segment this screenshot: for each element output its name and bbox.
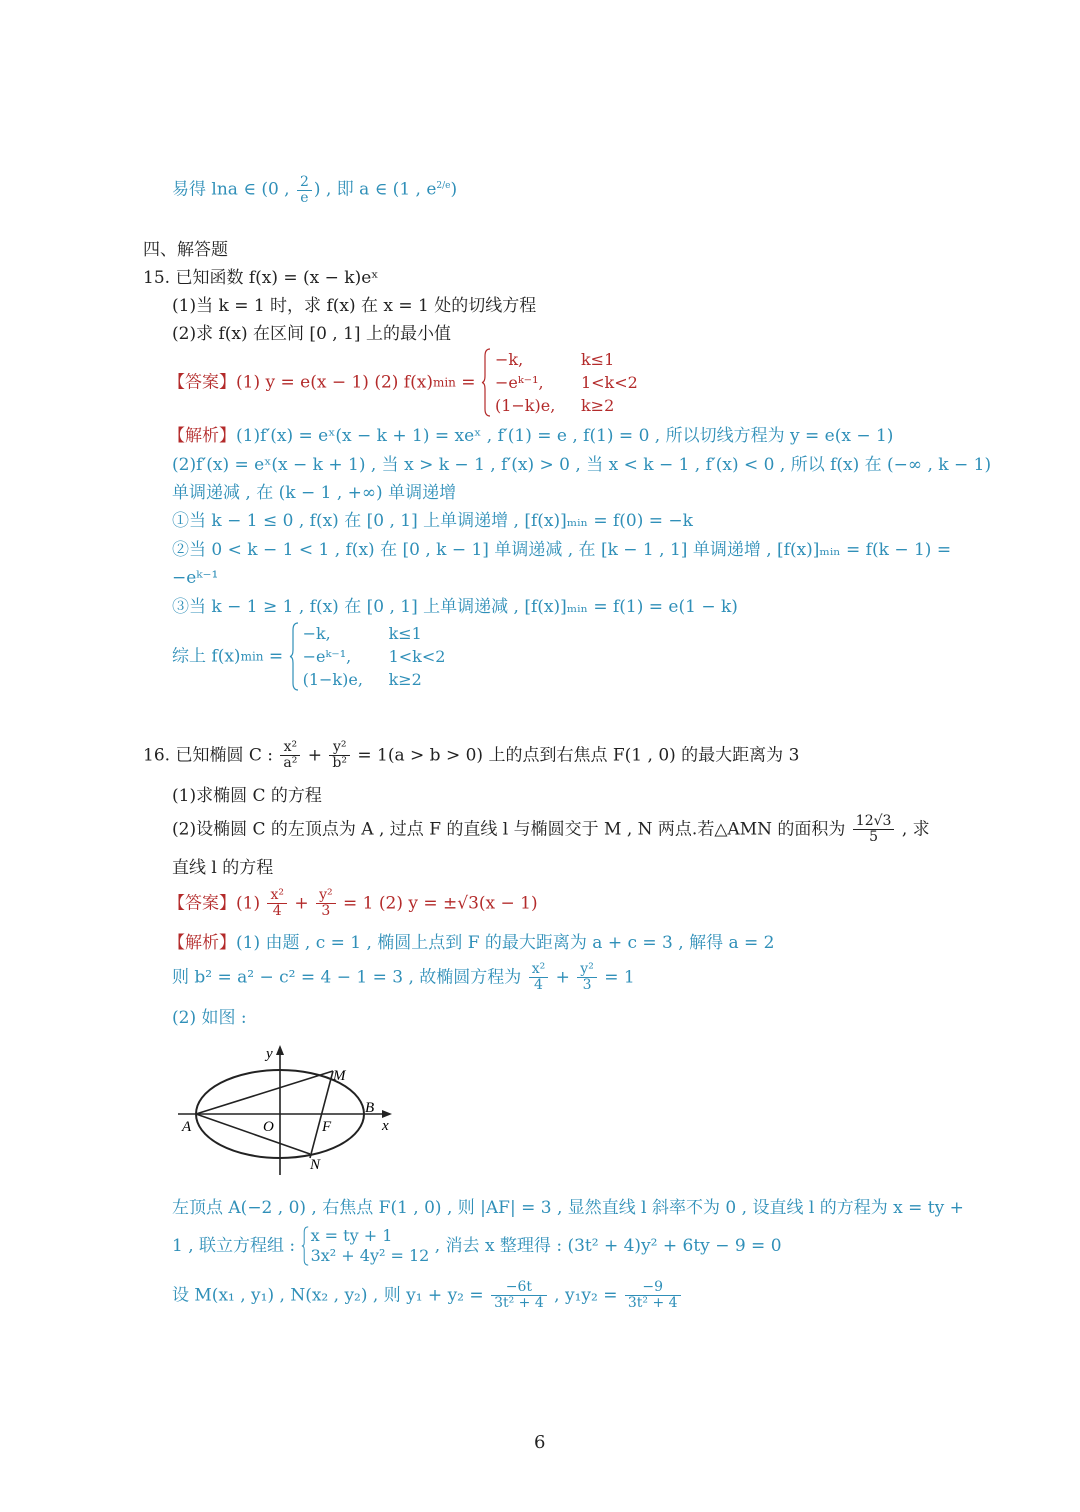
label-F: F: [322, 1119, 332, 1135]
case-row: x = ty + 1: [310, 1226, 393, 1245]
fraction: $\frac{\text{y²}}{3}$: [577, 962, 597, 993]
q15-solution-7: ③当 k − 1 ≥ 1 , f(x) 在 [0 , 1] 上单调递减 , [f(x)]ₘᵢₙ = f(1) = e(1 − k): [172, 597, 738, 617]
fraction: $\frac{\text{x²}}{\text{a²}}$: [280, 740, 300, 771]
q15-solution-3: 单调递减 , 在 (k − 1 , +∞) 单调递增: [172, 483, 457, 503]
prev-text-b: ) , 即 a ∈ (1 , e: [313, 179, 437, 200]
fraction: $\frac{\text{y²}}{\text{b²}}$: [329, 740, 350, 771]
q16-stem: 16. 已知椭圆 C : $\frac{\text{x²}}{\text{a²}}$ + $\frac{\text{y²}}{\text{b²}}$ = 1(a > b > 0) 上的点到右焦点 F(1 , 0) 的最大距离为 3: [143, 739, 800, 771]
summary-label: 综上 f(x): [172, 646, 241, 667]
q15-part1: (1)当 k = 1 时，求 f(x) 在 x = 1 处的切线方程: [172, 296, 537, 316]
summary-cases: [289, 622, 446, 691]
y-axis-arrow-icon: [276, 1045, 284, 1055]
q16-part1: (1)求椭圆 C 的方程: [172, 786, 322, 806]
case-row: −eᵏ⁻¹, 1<k<2: [302, 647, 446, 666]
answer-tag: 【答案】: [168, 893, 236, 914]
ellipse-figure: [170, 1040, 400, 1180]
label-A: A: [182, 1119, 192, 1135]
answer-tag: 【答案】: [168, 372, 236, 393]
fraction: $\frac{-9}{\text{3t² + 4}}$: [625, 1280, 681, 1311]
q16-solution-2: 则 b² = a² − c² = 4 − 1 = 3 , 故椭圆方程为 $\frac{\text{x²}}{4}$ + $\frac{\text{y²}}{3}$ = 1: [172, 961, 635, 993]
prev-solution-line: [172, 174, 457, 206]
subscript: min: [240, 649, 264, 664]
system-cases: [301, 1226, 430, 1266]
page-number: 6: [534, 1432, 546, 1453]
answer-cases: [481, 348, 638, 417]
q15-answer: [168, 348, 638, 417]
brace-icon: [301, 1226, 309, 1266]
answer-text: (1) y = e(x − 1) (2) f(x): [236, 372, 433, 393]
x-axis-arrow-icon: [382, 1110, 392, 1118]
case-row: −eᵏ⁻¹, 1<k<2: [494, 373, 638, 392]
line-AN: [196, 1114, 310, 1154]
subscript: min: [432, 375, 456, 390]
q15-solution-5: ②当 0 < k − 1 < 1 , f(x) 在 [0 , k − 1] 单调递减 , 在 [k − 1 , 1] 单调递增 , [f(x)]ₘᵢₙ = f(k − 1) =: [172, 540, 952, 560]
q16-part2: (2)设椭圆 C 的左顶点为 A , 过点 F 的直线 l 与椭圆交于 M , N 两点.若△AMN 的面积为 $\frac{12√3}{5}$ , 求: [172, 813, 930, 845]
line-AM: [196, 1071, 333, 1114]
exponent: 2/e: [436, 181, 451, 191]
brace-icon: [481, 348, 491, 417]
case-row: −k, k≤1: [302, 624, 422, 643]
q15-solution-4: ①当 k − 1 ≤ 0 , f(x) 在 [0 , 1] 上单调递增 , [f(x)]ₘᵢₙ = f(0) = −k: [172, 511, 693, 531]
section-heading: 四、解答题: [143, 240, 228, 260]
label-M: M: [333, 1068, 346, 1084]
solution-tag: 【解析】: [168, 426, 236, 446]
fraction: $\frac{\text{y²}}{3}$: [316, 888, 336, 919]
q15-solution-6: −eᵏ⁻¹: [172, 568, 219, 588]
case-row: (1−k)e, k≥2: [494, 396, 615, 415]
q16-solution-5: 1 , 联立方程组 : x = ty + 1 3x² + 4y² = 12 , 消去 x 整理得 : (3t² + 4)y² + 6ty − 9 = 0: [172, 1226, 782, 1265]
q15-summary: [172, 622, 445, 691]
label-x: x: [382, 1118, 389, 1134]
q15-solution-1: [168, 424, 893, 448]
q16-answer: 【答案】(1) $\frac{\text{x²}}{4}$ + $\frac{\text{y²}}{3}$ = 1 (2) y = ±√3(x − 1): [168, 887, 538, 919]
equals: =: [263, 646, 284, 667]
q16-solution-4: 左顶点 A(−2 , 0) , 右焦点 F(1 , 0) , 则 |AF| = 3 , 显然直线 l 斜率不为 0 , 设直线 l 的方程为 x = ty +: [172, 1198, 964, 1218]
equals: =: [455, 372, 476, 393]
prev-text-a: 易得 lna ∈ (0 ,: [172, 179, 295, 200]
case-row: −k, k≤1: [494, 350, 615, 369]
q16-part2-cont: 直线 l 的方程: [172, 858, 274, 878]
case-row: 3x² + 4y² = 12: [310, 1246, 430, 1265]
label-N: N: [310, 1157, 321, 1173]
fraction: $\frac{-6t}{\text{3t² + 4}}$: [491, 1280, 547, 1311]
brace-icon: [289, 622, 299, 691]
q16-solution-1: [168, 931, 775, 955]
solution-tag: 【解析】: [168, 933, 236, 953]
prev-text-c: ): [450, 179, 458, 200]
solution-text: (1) 由题 , c = 1 , 椭圆上点到 F 的最大距离为 a + c = 3 , 解得 a = 2: [236, 933, 775, 953]
q15-solution-2: (2)f′(x) = eˣ(x − k + 1) , 当 x > k − 1 , f′(x) > 0 , 当 x < k − 1 , f′(x) < 0 , 所以 f(x) 在 (−∞ , k − 1): [172, 455, 992, 475]
label-O: O: [263, 1119, 274, 1135]
fraction: $\frac{2}{e}$: [297, 175, 312, 206]
q16-solution-6: 设 M(x₁ , y₁) , N(x₂ , y₂) , 则 y₁ + y₂ = $\frac{-6t}{\text{3t² + 4}}$ , y₁y₂ = $\frac{-9}{\text{3t² + 4}}$: [172, 1280, 683, 1311]
solution-text: (1)f′(x) = eˣ(x − k + 1) = xeˣ , f′(1) = e , f(1) = 0 , 所以切线方程为 y = e(x − 1): [236, 426, 894, 446]
fraction: $\frac{\text{x²}}{4}$: [529, 962, 549, 993]
fraction: $\frac{12√3}{5}$: [853, 814, 895, 845]
case-row: (1−k)e, k≥2: [302, 670, 422, 689]
label-y: y: [266, 1046, 273, 1062]
label-B: B: [365, 1100, 375, 1116]
q15-stem: 15. 已知函数 f(x) = (x − k)eˣ: [143, 268, 379, 288]
q15-part2: (2)求 f(x) 在区间 [0 , 1] 上的最小值: [172, 324, 451, 344]
fraction: $\frac{\text{x²}}{4}$: [267, 888, 287, 919]
q16-solution-3: (2) 如图 :: [172, 1008, 247, 1028]
